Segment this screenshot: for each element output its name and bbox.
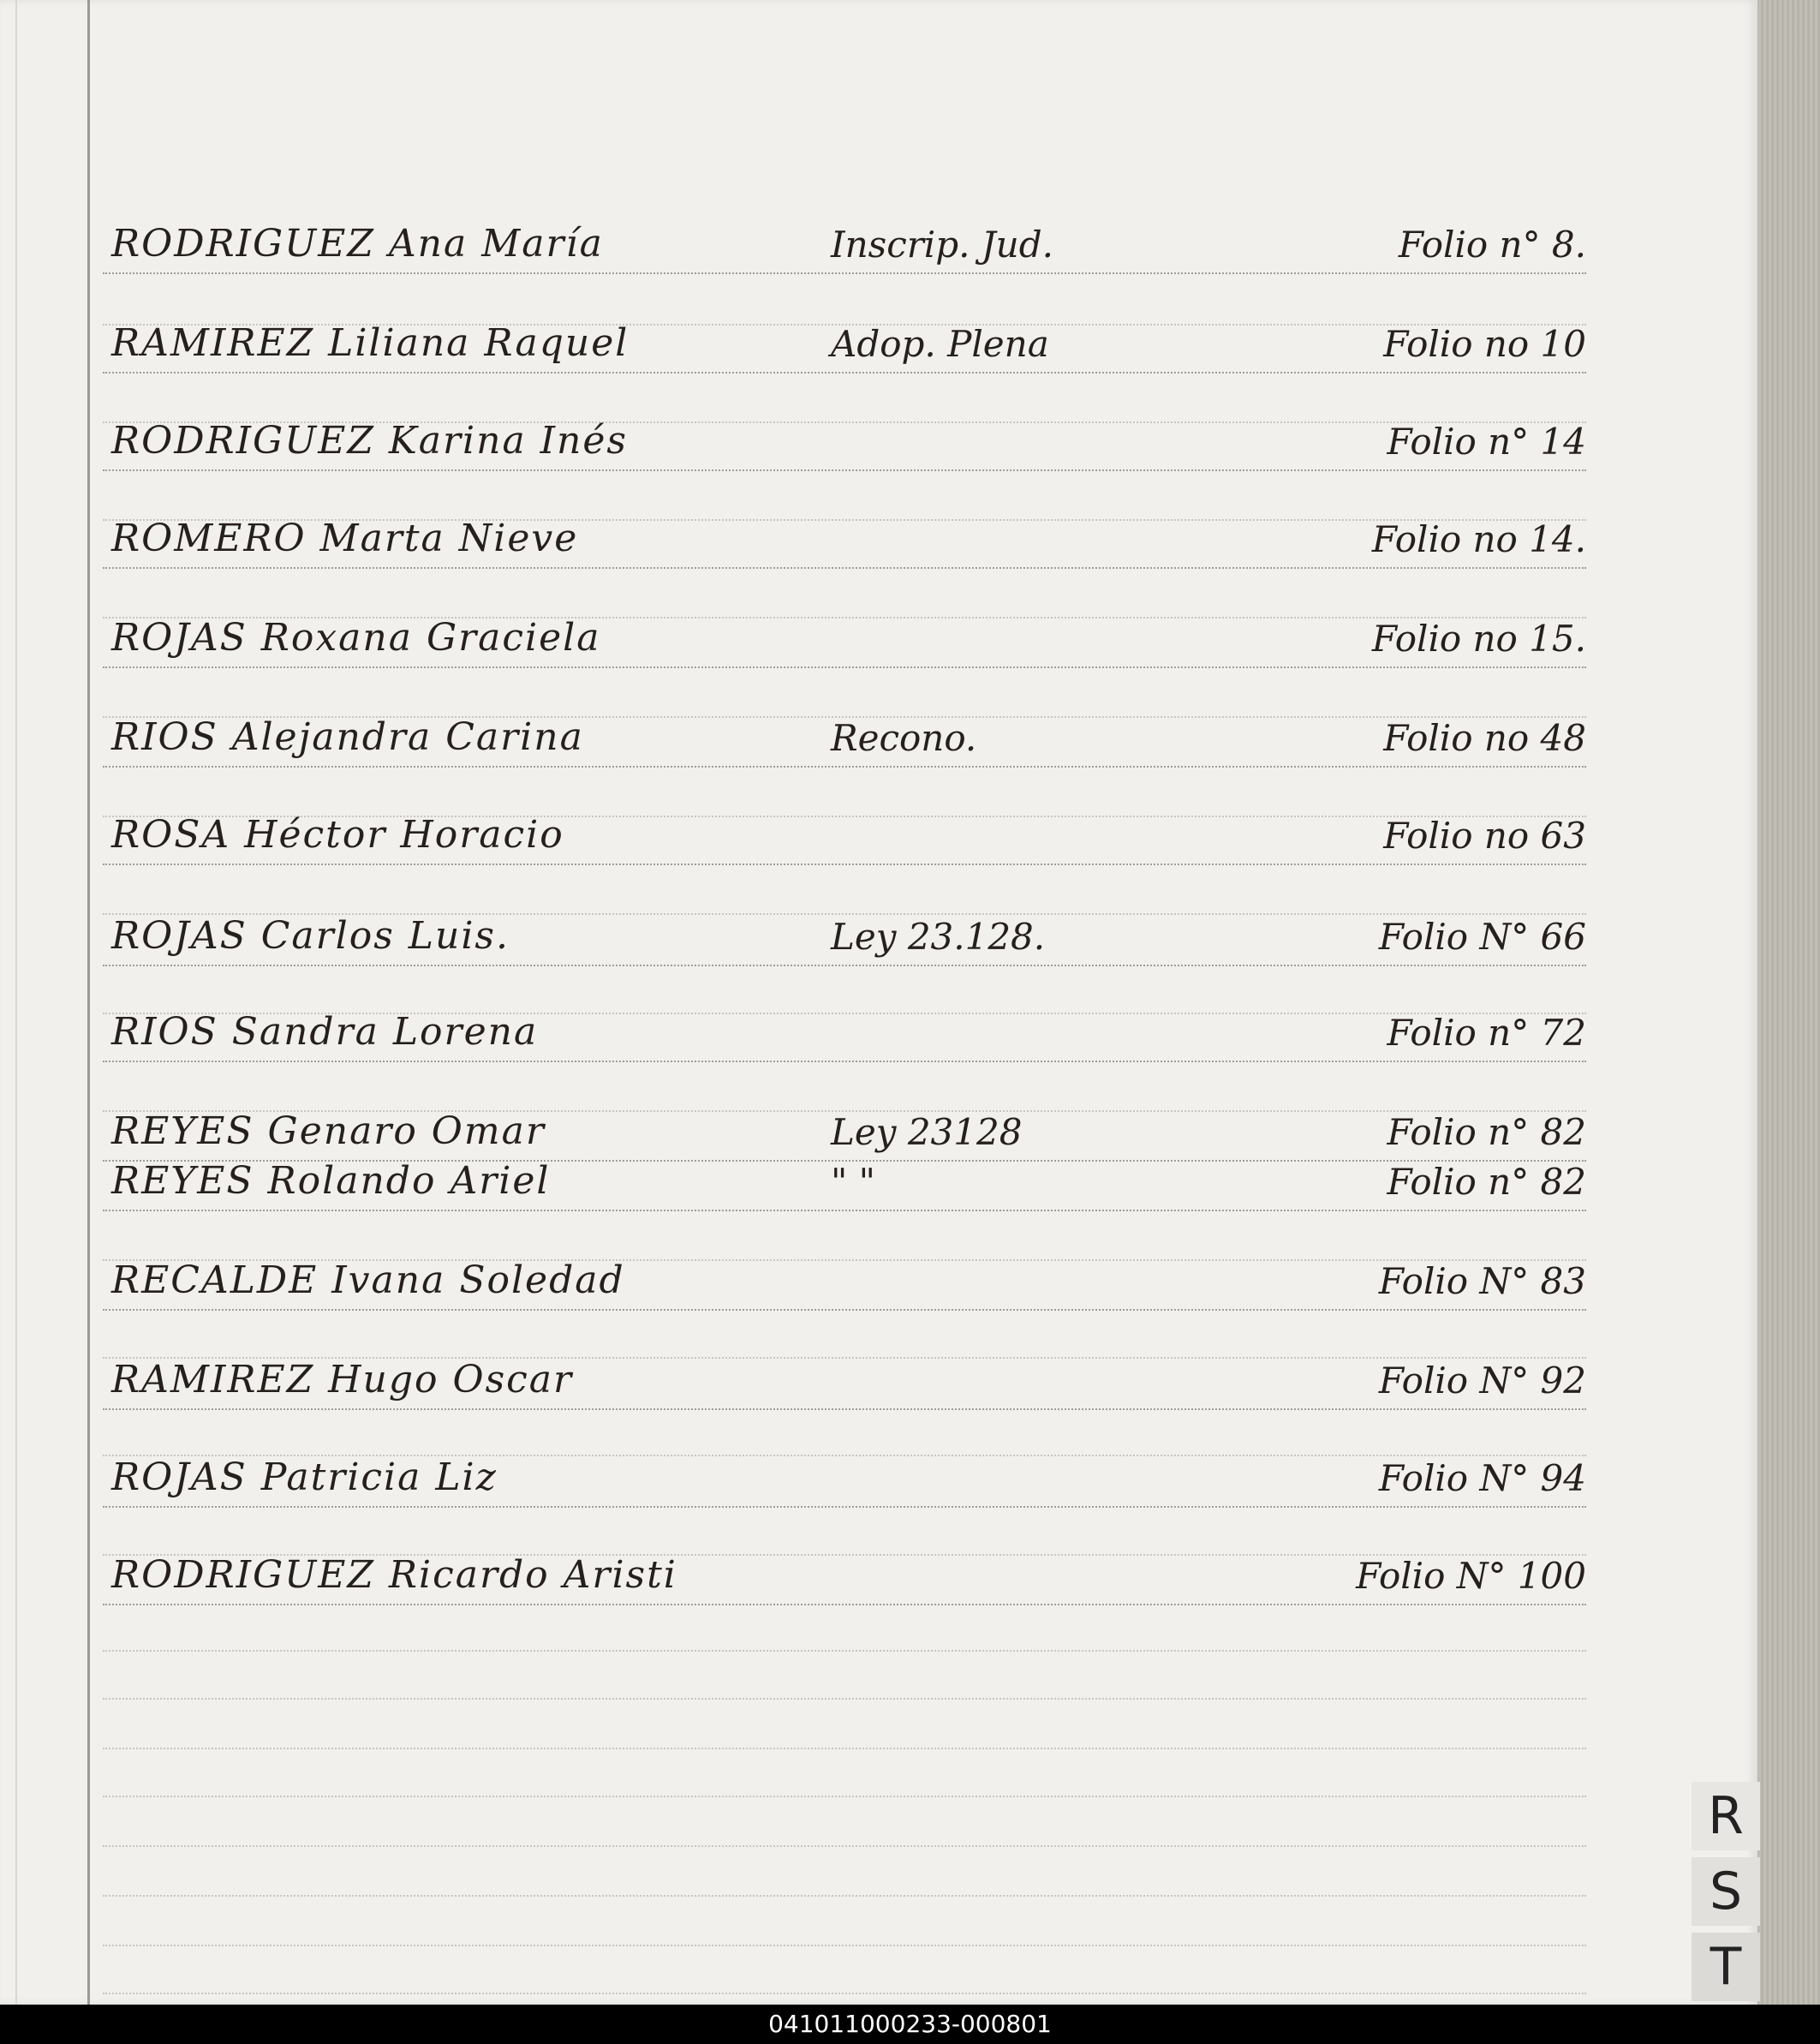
ruled-line: [103, 965, 1586, 966]
ruled-line: [103, 1604, 1586, 1605]
ruled-line: [103, 1210, 1586, 1211]
ruled-line: [103, 1061, 1586, 1062]
entry-folio: Folio n° 14: [1387, 421, 1586, 463]
entry-folio: Folio N° 94: [1378, 1457, 1586, 1499]
entry-name: RODRIGUEZ Ricardo Aristi: [111, 1553, 677, 1597]
entry-folio: Folio n° 72: [1387, 1012, 1586, 1054]
entry-name: ROMERO Marta Nieve: [111, 517, 579, 560]
entry-note: " ": [831, 1161, 875, 1203]
entry-note: Ley 23128: [831, 1111, 1023, 1153]
ruled-line: [103, 1408, 1586, 1410]
entry-name: RAMIREZ Hugo Oscar: [111, 1358, 574, 1402]
ruled-line: [103, 1698, 1586, 1700]
entry-folio: Folio N° 66: [1378, 916, 1586, 958]
entry-folio: Folio N° 83: [1378, 1260, 1586, 1302]
entry-name: ROSA Héctor Horacio: [111, 813, 564, 857]
ledger-entry: [0, 889, 1757, 966]
entry-folio: Folio no 14.: [1371, 518, 1586, 560]
ruled-line: [103, 666, 1586, 668]
ledger-entry: [0, 1333, 1757, 1410]
ruled-line: [103, 1993, 1586, 1994]
ruled-line: [103, 766, 1586, 768]
ruled-line: [103, 1895, 1586, 1897]
ledger-entry: [0, 788, 1757, 865]
ledger-entry: [0, 591, 1757, 668]
entry-note: Recono.: [831, 717, 977, 759]
entry-name: RECALDE Ivana Soledad: [111, 1258, 625, 1302]
entry-note: Inscrip. Jud.: [831, 224, 1053, 266]
entry-note: Adop. Plena: [831, 323, 1049, 365]
entry-name: RIOS Sandra Lorena: [111, 1010, 539, 1054]
entry-name: REYES Genaro Omar: [111, 1109, 546, 1153]
entry-name: REYES Rolando Ariel: [111, 1159, 551, 1203]
entry-name: ROJAS Patricia Liz: [111, 1455, 498, 1499]
ledger-entry: [0, 690, 1757, 768]
entry-name: RIOS Alejandra Carina: [111, 715, 584, 759]
ruled-line: [103, 864, 1586, 865]
ruled-line: [103, 1945, 1586, 1946]
ruled-line: [103, 1796, 1586, 1797]
entry-name: RAMIREZ Liliana Raquel: [111, 321, 630, 365]
ledger-entry: [0, 1528, 1757, 1605]
ledger-entry: [0, 492, 1757, 569]
entry-folio: Folio N° 100: [1356, 1555, 1586, 1597]
entry-folio: Folio no 10: [1383, 323, 1586, 365]
ruled-line: [103, 1309, 1586, 1311]
ruled-line: [103, 372, 1586, 374]
index-tab-r[interactable]: R: [1692, 1782, 1760, 1850]
ruled-line: [103, 469, 1586, 471]
entry-name: ROJAS Carlos Luis.: [111, 914, 510, 958]
entry-note: Ley 23.128.: [831, 916, 1046, 958]
index-tabs: [1692, 1782, 1764, 2005]
ledger-entry: [0, 296, 1757, 374]
ledger-entry: [0, 1431, 1757, 1508]
entry-name: ROJAS Roxana Graciela: [111, 616, 601, 660]
entry-folio: Folio N° 92: [1378, 1360, 1586, 1402]
entry-folio: Folio no 48: [1383, 717, 1586, 759]
entry-folio: Folio no 15.: [1371, 618, 1586, 660]
ruled-line: [103, 1650, 1586, 1652]
index-tab-s[interactable]: S: [1692, 1857, 1760, 1926]
ruled-line: [103, 1748, 1586, 1749]
index-tab-t[interactable]: T: [1692, 1933, 1760, 2001]
ledger-entry: [0, 394, 1757, 471]
entry-name: RODRIGUEZ Karina Inés: [111, 419, 628, 463]
ruled-line: [103, 1506, 1586, 1508]
ruled-line: [103, 567, 1586, 569]
ledger-entry: [0, 197, 1757, 274]
book-cover-edge: [1757, 0, 1820, 2005]
entry-folio: Folio no 63: [1383, 815, 1586, 857]
entry-folio: Folio n° 8.: [1398, 224, 1586, 266]
ledger-entry: [0, 1234, 1757, 1311]
ruled-line: [103, 1845, 1586, 1847]
entry-folio: Folio n° 82: [1387, 1111, 1586, 1153]
document-id-bar: 041011000233-000801: [0, 2005, 1820, 2044]
entry-name: RODRIGUEZ Ana María: [111, 222, 604, 266]
ledger-entry: [0, 1134, 1757, 1211]
ruled-line: [103, 272, 1586, 274]
ledger-entry: [0, 985, 1757, 1062]
entry-folio: Folio n° 82: [1387, 1161, 1586, 1203]
